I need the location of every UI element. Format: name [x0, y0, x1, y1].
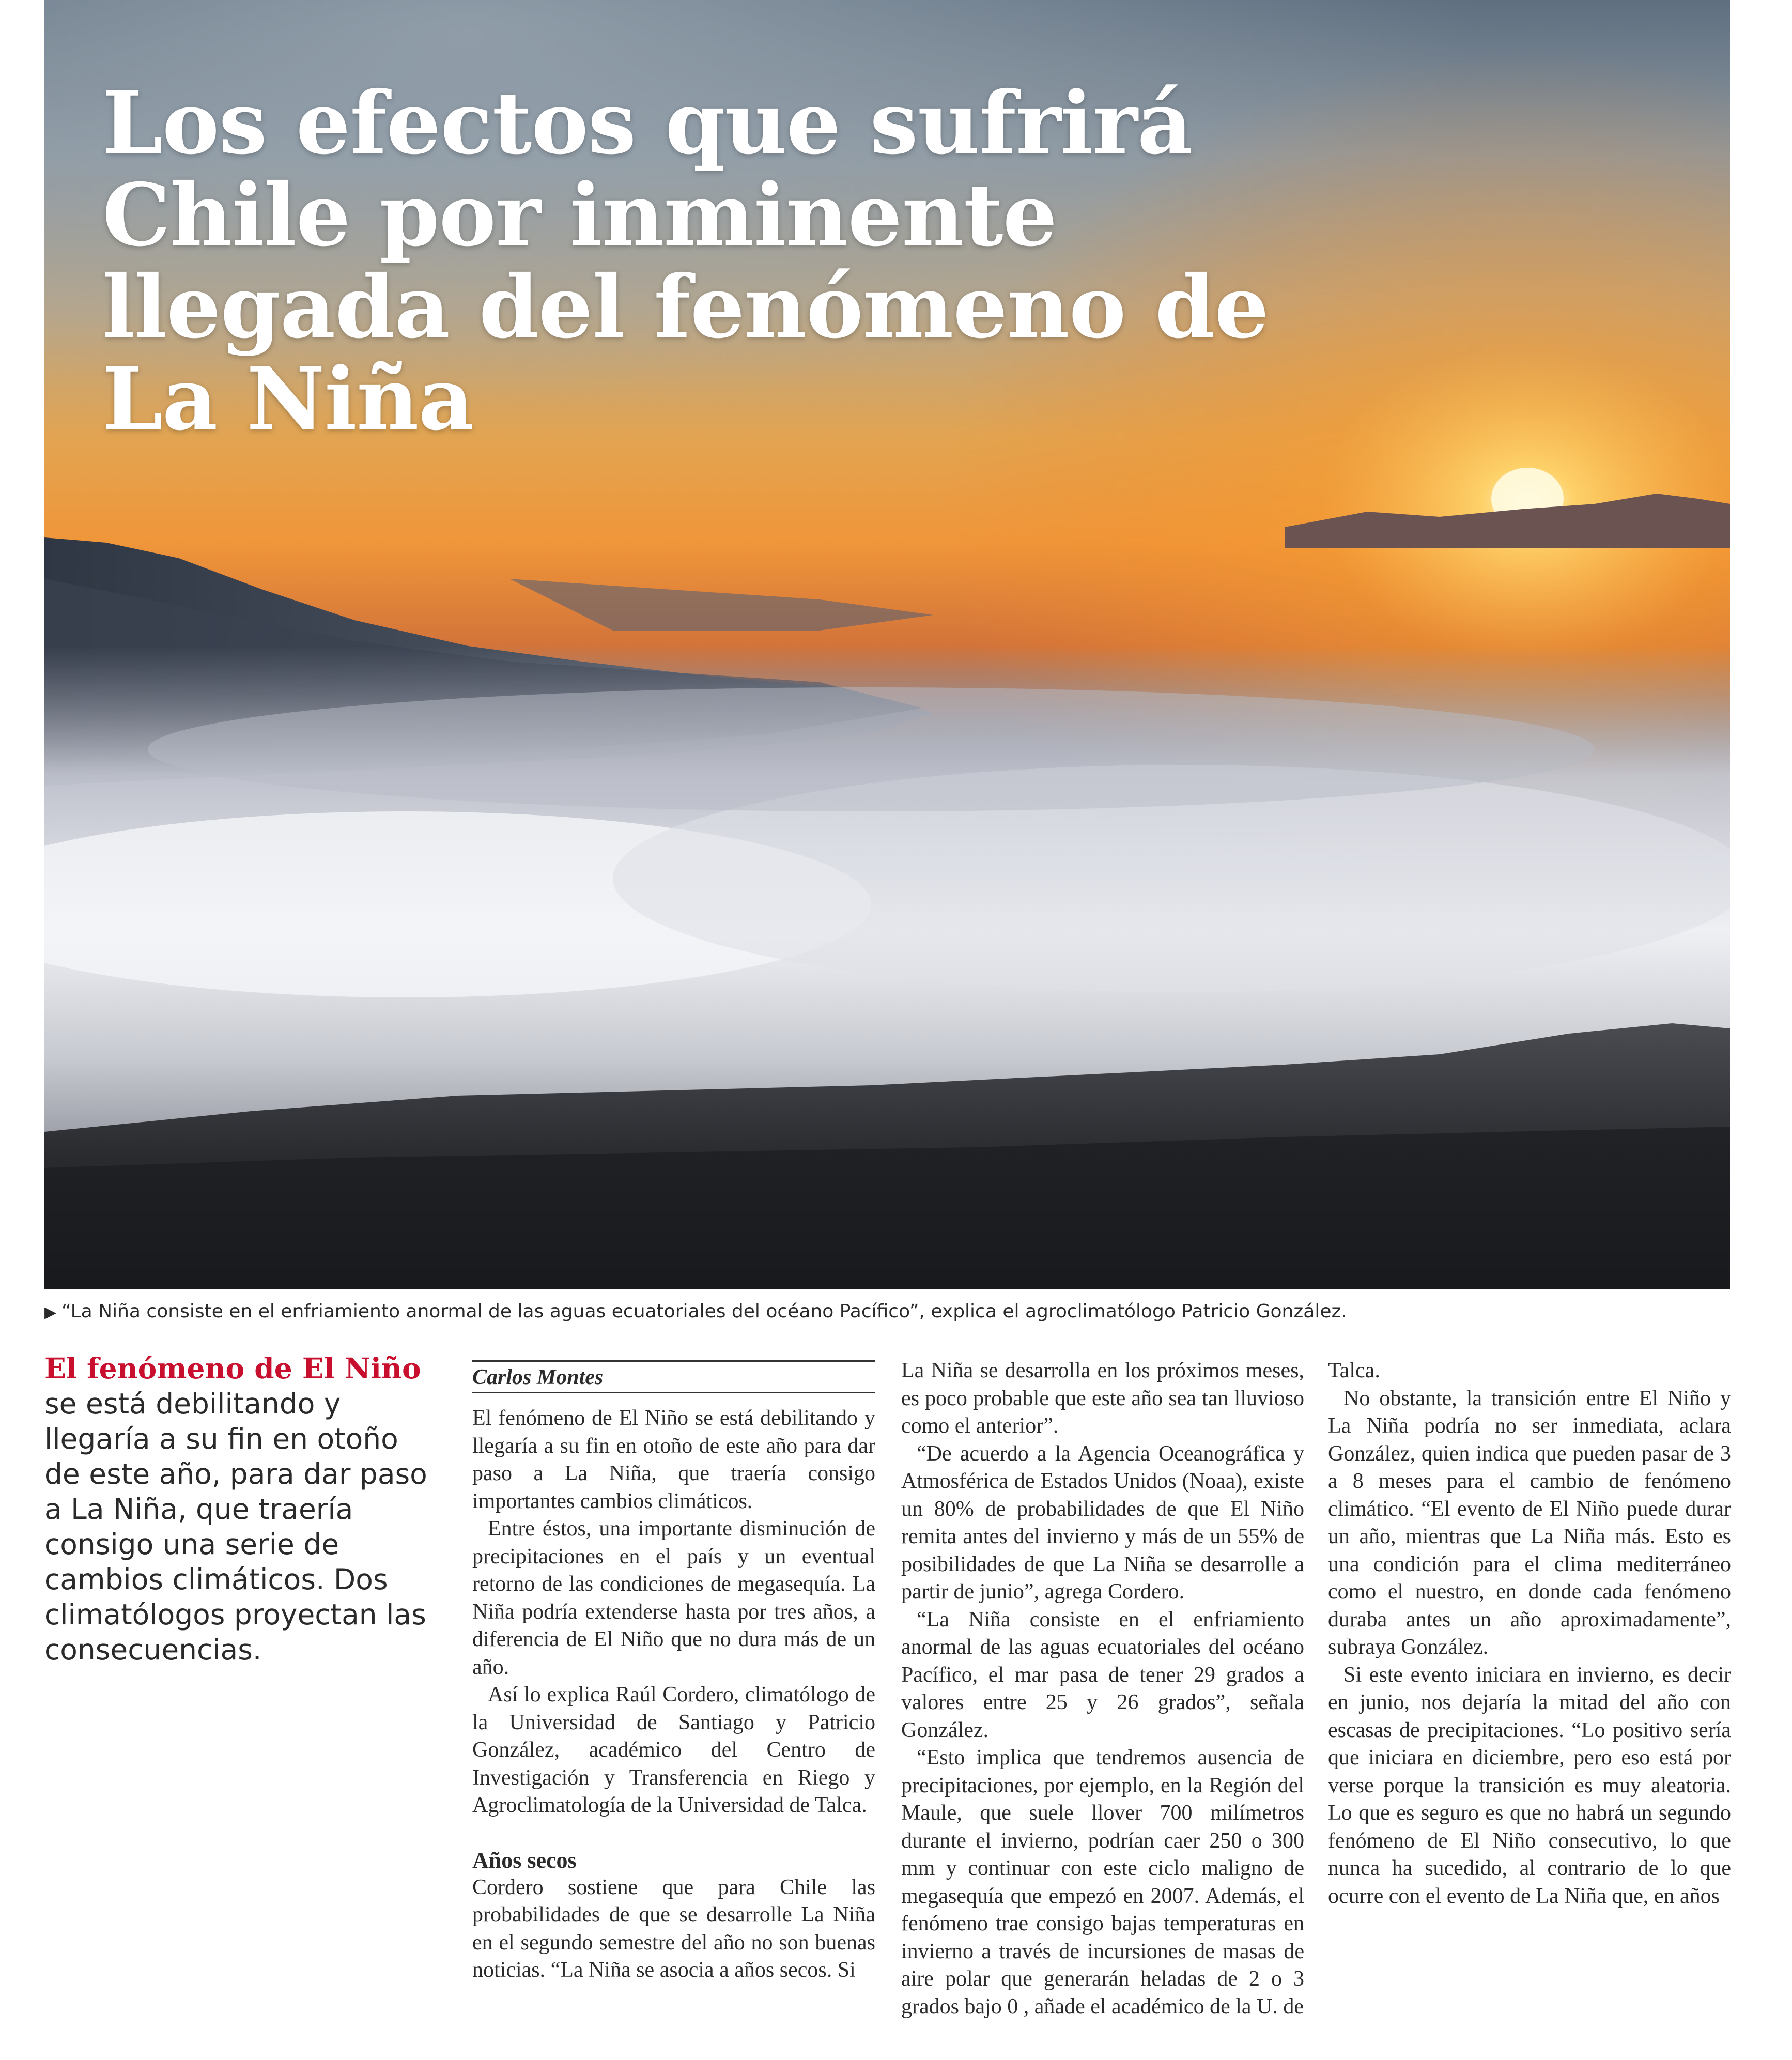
lede-highlight: El fenómeno de El Niño [44, 1351, 421, 1385]
caption-arrow-icon: ▶ [44, 1303, 57, 1321]
lede-text: se está debilitando y llegaría a su fin en otoño de este año, para dar paso a La Niña, que traería consigo una serie de cambios climáticos. Dos climatólogos proyectan las consecuencias. [44, 1387, 427, 1666]
byline: Carlos Montes [472, 1360, 875, 1393]
paragraph: Talca. [1328, 1359, 1380, 1382]
hero-photo [44, 0, 1730, 1289]
subhead: Años secos [472, 1847, 577, 1873]
body-column-2 [901, 1357, 1304, 2021]
headline: Los efectos que sufrirá Chile por inminente llegada del fenómeno de La Niña [102, 73, 1269, 450]
paragraph: Cordero sostiene que para Chile las probabilidades de que se desarrolle La Niña en el segundo semestre del año no son buenas noticias. “La Niña se asocia a años secos. Si [472, 1875, 875, 1982]
paragraph: Entre éstos, una importante disminución de precipitaciones en el país y un eventual retorno de las condiciones de megasequía. La Niña podría extenderse hasta por tres años, a diferencia de El Niño que no dura más de un año. [472, 1517, 875, 1679]
body-column-3 [1328, 1357, 1731, 1910]
paragraph: “De acuerdo a la Agencia Oceanográfica y Atmosférica de Estados Unidos (Noaa), existe un 80% de probabilidades de que El Niño remita antes del invierno y más de un 55% de posibilidades de que La Niña se desarrolle a partir de junio”, agrega Cordero. [901, 1441, 1304, 1604]
body-column-1 [472, 1360, 875, 1985]
paragraph: Así lo explica Raúl Cordero, climatólogo de la Universidad de Santiago y Patricio González, académico del Centro de Investigación y Transferencia en Riego y Agroclimatología de la Universidad de Talca. [472, 1683, 875, 1817]
paragraph: El fenómeno de El Niño se está debilitando y llegaría a su fin en otoño de este año para dar paso a La Niña, que traería consigo importantes cambios climáticos. [472, 1406, 875, 1513]
paragraph: “Esto implica que tendremos ausencia de precipitaciones, por ejemplo, en la Región del Maule, que suele llover 700 milímetros durante el invierno, podrían caer 250 o 300 mm y continuar con este ciclo maligno de megasequía que empezó en 2007. Además, el fenómeno trae consigo bajas temperaturas en invierno a través de incursiones de masas de aire polar que generarán heladas de 2 o 3 grados bajo 0 , añade el académico de la U. de [901, 1746, 1304, 2019]
paragraph: Si este evento iniciara en invierno, es decir en junio, nos dejaría la mitad del año con escasas de precipitaciones. “Lo positivo sería que iniciara en diciembre, pero eso está por verse porque la transición es muy aleatoria. Lo que es seguro es que no habrá un segundo fenómeno de El Niño consecutivo, lo que nunca ha sucedido, al contrario de lo que ocurre con el evento de La Niña que, en años [1328, 1663, 1731, 1908]
paragraph: No obstante, la transición entre El Niño y La Niña podría no ser inmediata, aclara González, quien indica que pueden pasar de 3 a 8 meses para el cambio de fenómeno climático. “El evento de El Niño puede durar un año, mientras que La Niña más. Esto es una condición para el clima mediterráneo como el nuestro, en donde cada fenómeno duraba antes un año aproximadamente”, subraya González. [1328, 1386, 1731, 1659]
paragraph: “La Niña consiste en el enfriamiento anormal de las aguas ecuatoriales del océano Pacífico, el mar pasa de tener 29 grados a valores entre 25 y 26 grados”, señala González. [901, 1607, 1304, 1742]
paragraph: La Niña se desarrolla en los próximos meses, es poco probable que este año sea tan lluvioso como el anterior”. [901, 1359, 1304, 1438]
photo-caption [44, 1300, 1730, 1324]
lede [44, 1351, 437, 1667]
caption-text: “La Niña consiste en el enfriamiento anormal de las aguas ecuatoriales del océano Pacífico”, explica el agroclimatólogo Patricio González. [61, 1301, 1347, 1322]
